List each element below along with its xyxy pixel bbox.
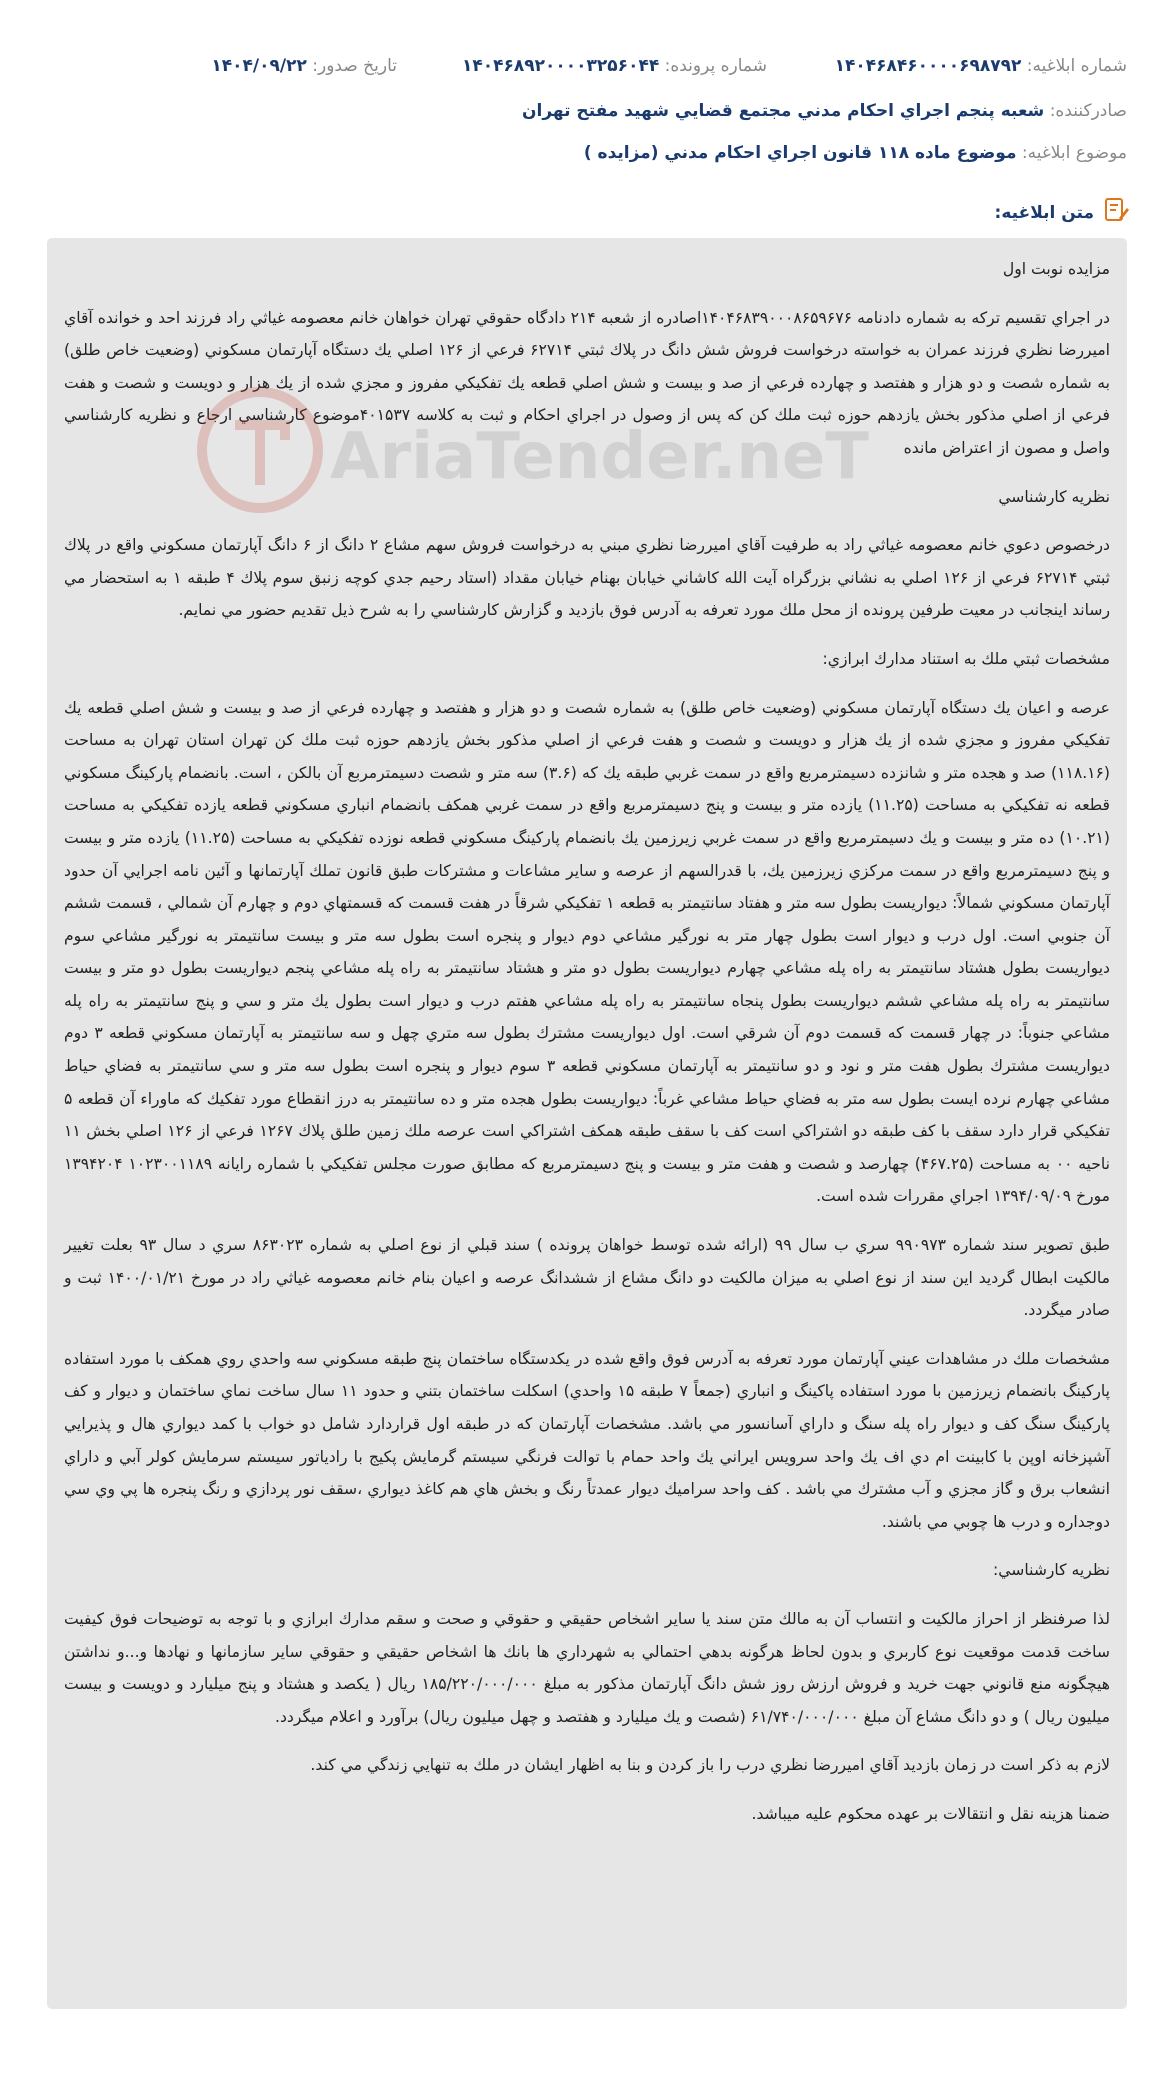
notice-number-value: ۱۴۰۴۶۸۴۶۰۰۰۰۶۹۸۷۹۲: [834, 56, 1022, 76]
paragraph-valuation: لذا صرفنظر از احراز مالكيت و انتساب آن به مالك متن سند يا ساير اشخاص حقيقي و حقوقي و صحت و سقم مدارك ابرازي و با توجه به توضيحات فوق كيفيت ساخت قدمت موقعيت نوع كاربري و بدون لحاظ هرگونه بدهي احتمالي به شهرداري ها بانك ها اشخاص حقيقي و حقوقي ساير سازمانها و نهادها و...و نداشتن هيچگونه منع قانوني جهت خريد و فروش ارزش روز شش دانگ آپارتمان مذكور به مبلغ ۱۸۵/۲۲۰/۰۰۰/۰۰۰ ريال ( يكصد و هشتاد و پنج ميليارد و دويست و بيست ميليون ريال ) و دو دانگ مشاع آن مبلغ ۶۱/۷۴۰/۰۰۰/۰۰۰ (شصت و يك ميليارد و هفتصد و چهل ميليون ريال) برآورد و اعلام ميگردد.: [64, 1609, 1110, 1726]
issuer-value: شعبه پنجم اجراي احكام مدني مجتمع قضايي شهيد مفتح تهران: [522, 101, 1045, 121]
paragraph-expert-intro: درخصوص دعوي خانم معصومه غياثي راد به طرفيت آقاي اميررضا نظري مبني به درخواست فروش سهم مشاع ۲ دانگ از ۶ دانگ آپارتمان مسكوني واقع در پلاك ثبتي ۶۲۷۱۴ فرعي از ۱۲۶ اصلي به نشاني بزرگراه آيت الله كاشاني خيابان بهنام خيابان مقداد (استاد رحيم جدي كوچه زنبق سوم پلاك ۴ طبقه ۱ به استحضار مي رساند اينجانب در معيت طرفين پرونده از محل ملك مورد تعرفه به آدرس فوق بازديد و گزارش كارشناسي را به شرح ذيل تقديم حضور مي نمايم.: [64, 536, 1110, 620]
paragraph-observations: مشخصات ملك در مشاهدات عيني آپارتمان مورد تعرفه به آدرس فوق واقع شده در يكدستگاه ساختمان پنج طبقه مسكوني سه واحدي روي همكف با مورد استفاده پاركينگ بانضمام زيرزمين با مورد استفاده پاكينگ و انباري (جمعاً ۷ طبقه ۱۵ واحدي) اسكلت ساختمان بتني و حدود ۱۱ سال ساخت نماي ساختمان و ديوار و كف پاركينگ سنگ كف و ديوار راه پله سنگ و داراي آسانسور مي باشد. مشخصات آپارتمان كه در طبقه اول قراردارد شامل دو خواب با كمد ديواري هال و پذيرايي آشپزخانه اوپن با كابينت ام دي اف يك واحد سرويس ايراني يك واحد حمام با توالت فرنگي سيستم گرمايش پكيج با رادياتور سيستم سرمايش كولر آبي و داراي انشعاب برق و گاز مجزي و آب مشترك مي باشد . كف واحد سراميك ديوار عمدتاً رنگ و بخش هاي هم كاغذ ديواري ،سقف نور پردازي و رنگ پنجره ها پي وي سي دوجداره و درب ها چوبي مي باشند.: [64, 1349, 1110, 1531]
paragraph-expert-title: نظريه كارشناسي: [998, 487, 1110, 506]
subject-row: [47, 141, 1127, 165]
issuer-label: صادرکننده:: [1049, 101, 1127, 121]
subject-value: موضوع ماده ۱۱۸ قانون اجراي احكام مدني (مزايده ): [583, 143, 1017, 163]
notice-text-box: [47, 238, 1127, 2009]
paragraph-registry-title: مشخصات ثبتي ملك به استناد مدارك ابرازي:: [822, 649, 1110, 668]
case-number-label: شماره پرونده:: [664, 56, 767, 76]
paragraph-visit-note: لازم به ذكر است در زمان بازديد آقاي اميررضا نظري درب را باز كردن و بنا به اظهار ايشان در ملك به تنهايي زندگي مي كند.: [310, 1756, 1110, 1775]
case-number: [462, 54, 767, 78]
watermark-text: AriaTender.neT: [330, 420, 869, 494]
issue-date-label: تاریخ صدور:: [312, 56, 397, 76]
notice-text-heading-label: متن ابلاغیه:: [994, 202, 1094, 223]
document-pen-icon: [1102, 196, 1130, 229]
paragraph-expert-title-2: نظريه كارشناسي:: [993, 1561, 1110, 1580]
subject-label: موضوع ابلاغیه:: [1021, 143, 1127, 163]
paragraph-deed: طبق تصوير سند شماره ۹۹۰۹۷۳ سري ب سال ۹۹ (ارائه شده توسط خواهان پرونده ) سند قبلي از نوع اصلي به شماره ۸۶۳۰۲۳ سري د سال ۹۳ بعلت تغيير مالكيت ابطال گرديد اين سند از نوع اصلي به ميزان مالكيت دو دانگ مشاع از ششدانگ عرصه و اعيان بنام خانم معصومه غياثي راد در مورخ ۱۴۰۰/۰۱/۲۱ ثبت و صادر ميگردد.: [64, 1236, 1111, 1320]
paragraph-transfer-costs: ضمنا هزينه نقل و انتقالات بر عهده محكوم عليه ميباشد.: [751, 1804, 1110, 1823]
issuer-row: [47, 99, 1127, 123]
notice-number-label: شماره ابلاغیه:: [1026, 56, 1127, 76]
case-number-value: ۱۴۰۴۶۸۹۲۰۰۰۰۳۲۵۶۰۴۴: [462, 56, 660, 76]
paragraph-auction-round: مزايده نوبت اول: [1002, 260, 1110, 278]
paragraph-intro: در اجراي تقسيم تركه به شماره دادنامه ۱۴۰۴۶۸۳۹۰۰۰۸۶۵۹۶۷۶اصادره از شعبه ۲۱۴ دادگاه حقوقي تهران خواهان خانم معصومه غياثي راد فرزند احد و خوانده آقاي اميررضا نظري فرزند عمران به خواسته درخواست فروش شش دانگ در پلاك ثبتي ۶۲۷۱۴ فرعي از ۱۲۶ اصلي يك دستگاه آپارتمان مسكوني (وضعيت خاص طلق) به شماره شصت و دو هزار و هفتصد و چهارده فرعي از صد و بيست و شش اصلي قطعه يك تفكيكي مفروز و مجزي شده از يك هزار و دويست و شصت و هفت فرعي از اصلي مذكور بخش يازدهم حوزه ثبت ملك كن كه پس از وصول در اجراي احكام و ثبت به كلاسه ۴۰۱۵۳۷موضوع كارشناسي ارجاع و نظريه كارشناسي واصل و مصون از اعتراض مانده: [64, 308, 1111, 457]
issue-date: [211, 54, 397, 78]
notice-text-heading: [995, 196, 1130, 229]
notice-number: [835, 54, 1127, 78]
paragraph-registry-details: عرصه و اعيان يك دستگاه آپارتمان مسكوني (وضعيت خاص طلق) به شماره شصت و دو هزار و هفتصد و چهارده فرعي از صد و بيست و شش اصلي قطعه يك تفكيكي مفروز و مجزي شده از يك هزار و دويست و شصت و هفت فرعي از اصلي مذكور بخش يازدهم حوزه ثبت ملك كن تهران استان تهران به مساحت (۱۱۸.۱۶) صد و هجده متر و شانزده دسيمترمربع واقع در سمت غربي طبقه يك كه (۳.۶) سه متر و شصت دسيمترمربع آن بالكن ، است. بانضمام پاركينگ مسكوني قطعه نه تفكيكي به مساحت (۱۱.۲۵) يازده متر و بيست و پنج دسيمترمربع واقع در سمت غربي همكف بانضمام انباري مسكوني قطعه يازده تفكيكي به مساحت (۱۰.۲۱) ده متر و بيست و يك دسيمترمربع واقع در سمت غربي زيرزمين يك بانضمام پاركينگ مسكوني قطعه نوزده تفكيكي به مساحت (۱۱.۲۵) يازده متر و بيست و پنج دسيمترمربع واقع در سمت مركزي زيرزمين يك، با قدرالسهم از عرصه و ساير مشاعات و مشتركات طبق قانون تملك آپارتمانها و آئين نامه اجرايي آن حدود آپارتمان مسكوني شمالاً: ديواريست بطول سه متر و هفتاد سانتيمتر به قطعه ۱ تفكيكي شرقاً در هفت قسمت كه قسمتهاي دوم و چهارم آن شمالي ، قسمت ششم آن جنوبي است. اول درب و ديوار است بطول چهار متر به نورگير مشاعي دوم ديوار و پنجره است بطول سه متر و بيست سانتيمتر به نورگير مشاعي سوم ديواريست بطول هشتاد سانتيمتر به راه پله مشاعي چهارم ديواريست بطول دو متر و هشتاد سانتيمتر به راه پله مشاعي پنجم ديواريست بطول دو متر و بيست سانتيمتر به راه پله مشاعي ششم ديواريست بطول پنجاه سانتيمتر به راه پله مشاعي هفتم درب و ديوار است بطول يك متر و سي و پنج سانتيمتر به راه پله مشاعي جنوباً: در چهار قسمت كه قسمت دوم آن شرقي است. اول ديواريست مشترك بطول سه متري چهل و سه سانتيمتر به آپارتمان مسكوني قطعه ۳ دوم ديواريست مشترك بطول هفت متر و نود و دو سانتيمتر به آپارتمان مسكوني قطعه ۳ سوم ديوار و پنجره است بطول سه متر و سي سانتيمتر به فضاي حياط مشاعي چهارم نرده ايست بطول سه متر به فضاي حياط مشاعي غرباً: ديواريست بطول هجده متر و ده سانتيمتر به درز انقطاع مورد تفكيك كه ماوراء آن قطعه ۵ تفكيكي قرار دارد سقف با كف طبقه دو اشتراكي است كف با سقف طبقه همكف اشتراكي است عرصه ملك زمين طلق پلاك ۱۲۶۷ فرعي از ۱۲۶ اصلي بخش ۱۱ ناحيه ۰۰ به مساحت (۴۶۷.۲۵) چهارصد و شصت و هفت متر و بيست و پنج دسيمترمربع كه مطابق صورت مجلس تفكيكي با شماره رايانه ۱۰۲۳۰۰۱۱۸۹ ۱۳۹۴۲۰۴ مورخ ۱۳۹۴/۰۹/۰۹ اجراي مقررات شده است.: [64, 698, 1111, 1206]
issue-date-value: ۱۴۰۴/۰۹/۲۲: [211, 56, 307, 76]
